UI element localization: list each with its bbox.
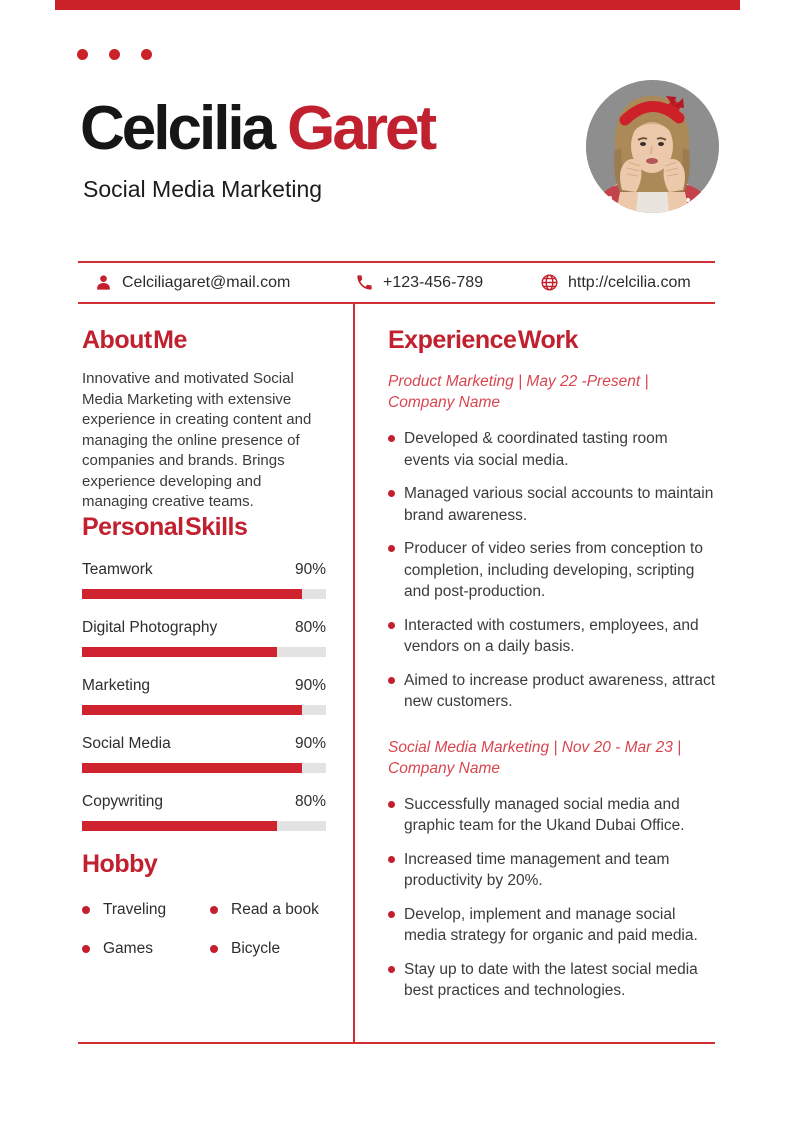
skill-percent: 80%: [294, 792, 326, 810]
hobby-item: [210, 940, 326, 958]
contact-phone: [355, 263, 483, 302]
skill-percent: 80%: [294, 618, 326, 636]
skill-label: Digital Photography: [82, 618, 218, 636]
experience-title: Experience Work: [388, 326, 578, 354]
personal-skills-title: Personal Skills: [82, 512, 248, 541]
bullet-item: [388, 428, 716, 471]
bullet-icon: [388, 911, 395, 918]
left-column: [82, 326, 326, 958]
phone-text: +123-456-789: [383, 273, 484, 291]
bullet-text: Aimed to increase product awareness, attract new customers.: [404, 671, 716, 710]
job-entry: [388, 371, 716, 713]
skill-label: Marketing: [82, 676, 151, 694]
top-accent-bar: [55, 0, 740, 10]
contact-bar: [78, 261, 715, 304]
skill-item: [82, 618, 326, 657]
last-name-text: Garet: [287, 94, 435, 163]
bullet-text: Developed & coordinated tasting room events via social media.: [404, 430, 668, 469]
first-name-text: Celcilia: [80, 94, 274, 163]
phone-icon: [355, 273, 374, 292]
right-column: [388, 326, 716, 1014]
bullet-text: Interacted with costumers, employees, and vendors on a daily basis.: [404, 616, 699, 655]
job-bullet-list: [388, 428, 716, 713]
skill-percent: 90%: [294, 734, 326, 752]
skill-item: [82, 560, 326, 599]
bullet-item: [388, 794, 716, 837]
about-me-title: About Me: [82, 326, 187, 354]
website-text: http://celcilia.com: [568, 273, 691, 291]
person-name: [80, 94, 435, 163]
dot-icon: [109, 49, 120, 60]
hobby-label: Bicycle: [231, 939, 281, 957]
skill-bar-track: [82, 763, 326, 773]
bullet-icon: [388, 966, 395, 973]
skill-bar-track: [82, 821, 326, 831]
bullet-item: [388, 959, 716, 1002]
skill-item: [82, 734, 326, 773]
hobby-item: [210, 901, 326, 919]
bullet-item: [388, 483, 716, 526]
skill-label: Social Media: [82, 734, 171, 752]
bullet-icon: [388, 622, 395, 629]
bullet-icon: [82, 945, 90, 953]
bullet-icon: [210, 945, 218, 953]
hobby-title: Hobby: [82, 849, 158, 878]
skill-item: [82, 792, 326, 831]
dot-icon: [141, 49, 152, 60]
bullet-item: [388, 904, 716, 947]
bottom-rule: [78, 1042, 715, 1044]
profile-photo: [586, 80, 719, 213]
bullet-item: [388, 538, 716, 603]
bullet-text: Stay up to date with the latest social media best practices and technologies.: [404, 960, 698, 999]
job-bullet-list: [388, 794, 716, 1002]
about-me-text: Innovative and motivated Social Media Marketing with extensive experience in creating content and managing the online presence of companies and brands. Brings experience developing and managing creative teams.: [82, 370, 312, 510]
bullet-icon: [210, 906, 218, 914]
column-divider: [353, 302, 355, 1042]
skill-bar-fill: [82, 705, 302, 715]
bullet-icon: [388, 545, 395, 552]
decorative-dots: [77, 49, 152, 60]
skills-list: [82, 560, 326, 831]
contact-website: [540, 263, 691, 302]
profile-photo-illustration: [586, 80, 719, 213]
job-heading: Product Marketing | May 22 -Present | Company Name: [388, 373, 649, 411]
experience-jobs: [388, 371, 716, 1002]
bullet-icon: [388, 856, 395, 863]
bullet-text: Successfully managed social media and graphic team for the Ukand Dubai Office.: [404, 795, 685, 834]
skill-bar-fill: [82, 647, 277, 657]
skill-bar-fill: [82, 821, 277, 831]
bullet-icon: [388, 435, 395, 442]
bullet-icon: [388, 490, 395, 497]
bullet-icon: [82, 906, 90, 914]
bullet-text: Develop, implement and manage social media strategy for organic and paid media.: [404, 905, 698, 944]
hobby-item: [82, 940, 210, 958]
skill-bar-track: [82, 705, 326, 715]
hobby-item: [82, 901, 210, 919]
job-entry: [388, 737, 716, 1002]
globe-icon: [540, 273, 559, 292]
job-title-subtitle: Social Media Marketing: [83, 176, 323, 202]
bullet-icon: [388, 677, 395, 684]
skill-bar-track: [82, 589, 326, 599]
bullet-item: [388, 849, 716, 892]
hobby-list: [82, 901, 326, 958]
skill-label: Teamwork: [82, 560, 153, 578]
skill-percent: 90%: [294, 676, 326, 694]
bullet-text: Managed various social accounts to maintain brand awareness.: [404, 485, 714, 524]
skill-bar-fill: [82, 589, 302, 599]
hobby-label: Traveling: [103, 900, 167, 918]
email-text: Celciliagaret@mail.com: [122, 273, 291, 291]
bullet-text: Increased time management and team productivity by 20%.: [404, 850, 670, 889]
skill-label: Copywriting: [82, 792, 163, 810]
skill-percent: 90%: [294, 560, 326, 578]
skill-item: [82, 676, 326, 715]
skill-bar-fill: [82, 763, 302, 773]
job-heading: Social Media Marketing | Nov 20 - Mar 23 | Company Name: [388, 738, 682, 777]
dot-icon: [77, 49, 88, 60]
bullet-item: [388, 670, 716, 713]
skill-bar-track: [82, 647, 326, 657]
hobby-label: Games: [103, 939, 153, 957]
bullet-icon: [388, 801, 395, 808]
person-icon: [94, 273, 113, 292]
hobby-label: Read a book: [231, 900, 319, 918]
bullet-text: Producer of video series from conception to completion, including developing, scripting and post-production.: [404, 540, 703, 600]
contact-email: [94, 263, 290, 302]
bullet-item: [388, 615, 716, 658]
